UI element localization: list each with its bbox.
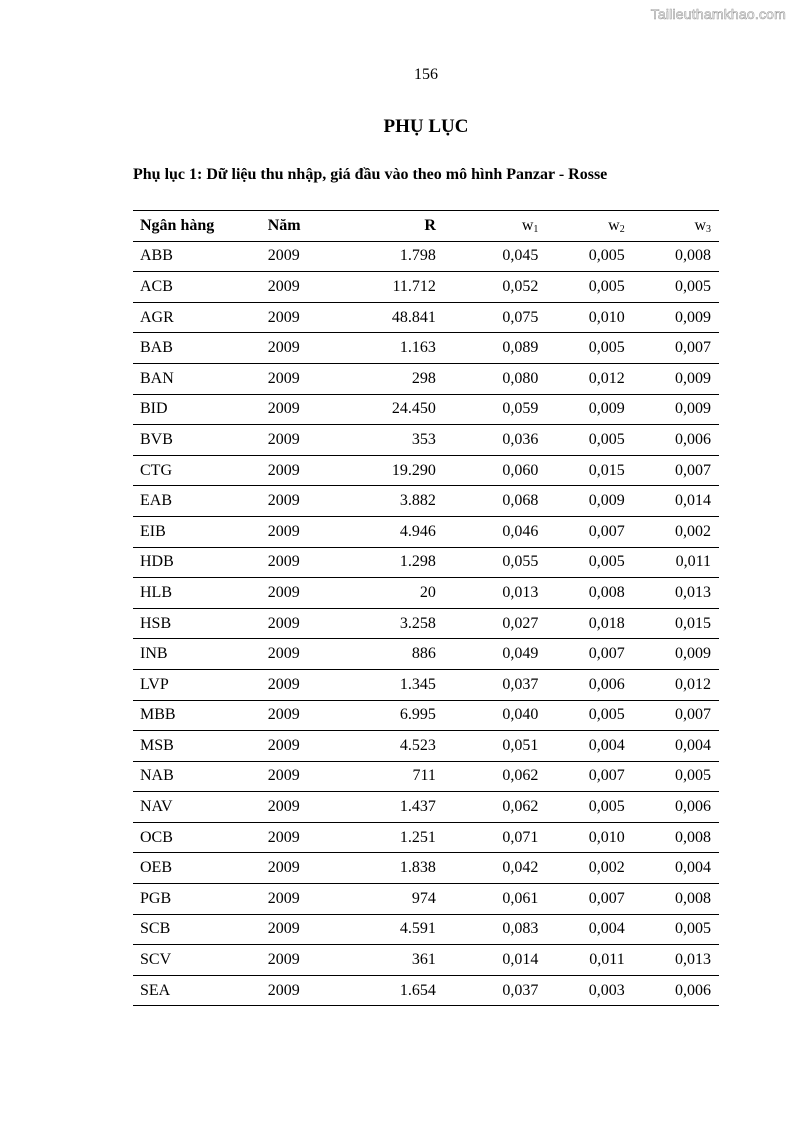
cell-w3: 0,004 xyxy=(625,731,719,762)
cell-w3: 0,006 xyxy=(625,792,719,823)
cell-w3: 0,013 xyxy=(625,578,719,609)
cell-bank: INB xyxy=(133,639,268,670)
cell-w1: 0,062 xyxy=(436,761,538,792)
table-row xyxy=(133,945,719,976)
cell-w3: 0,006 xyxy=(625,975,719,1006)
table-header-row xyxy=(133,211,719,242)
cell-w2: 0,007 xyxy=(538,639,624,670)
cell-year: 2009 xyxy=(268,516,392,547)
table-row xyxy=(133,363,719,394)
cell-w1: 0,036 xyxy=(436,425,538,456)
header-w3-letter: w xyxy=(694,216,706,234)
cell-w3: 0,009 xyxy=(625,639,719,670)
cell-w3: 0,009 xyxy=(625,394,719,425)
cell-w2: 0,005 xyxy=(538,700,624,731)
cell-year: 2009 xyxy=(268,853,392,884)
cell-year: 2009 xyxy=(268,333,392,364)
cell-r: 24.450 xyxy=(392,394,436,425)
table-row xyxy=(133,608,719,639)
cell-w1: 0,061 xyxy=(436,884,538,915)
cell-year: 2009 xyxy=(268,700,392,731)
cell-w3: 0,008 xyxy=(625,822,719,853)
cell-w2: 0,002 xyxy=(538,853,624,884)
cell-bank: LVP xyxy=(133,669,268,700)
cell-w1: 0,037 xyxy=(436,975,538,1006)
cell-year: 2009 xyxy=(268,761,392,792)
cell-w1: 0,013 xyxy=(436,578,538,609)
table-row xyxy=(133,792,719,823)
table-row xyxy=(133,547,719,578)
table-row xyxy=(133,975,719,1006)
cell-bank: BAN xyxy=(133,363,268,394)
header-w1 xyxy=(436,211,538,242)
table-row xyxy=(133,394,719,425)
cell-year: 2009 xyxy=(268,639,392,670)
cell-year: 2009 xyxy=(268,608,392,639)
cell-w2: 0,004 xyxy=(538,731,624,762)
cell-bank: MSB xyxy=(133,731,268,762)
table-row xyxy=(133,884,719,915)
cell-bank: MBB xyxy=(133,700,268,731)
cell-year: 2009 xyxy=(268,975,392,1006)
cell-w1: 0,062 xyxy=(436,792,538,823)
cell-w2: 0,005 xyxy=(538,333,624,364)
header-year: Năm xyxy=(268,211,392,242)
cell-w3: 0,007 xyxy=(625,700,719,731)
header-w2-letter: w xyxy=(608,216,620,234)
cell-w3: 0,008 xyxy=(625,884,719,915)
cell-w1: 0,068 xyxy=(436,486,538,517)
cell-w2: 0,010 xyxy=(538,302,624,333)
cell-year: 2009 xyxy=(268,486,392,517)
cell-w2: 0,005 xyxy=(538,425,624,456)
cell-w2: 0,004 xyxy=(538,914,624,945)
table-row xyxy=(133,914,719,945)
cell-bank: NAB xyxy=(133,761,268,792)
cell-w3: 0,013 xyxy=(625,945,719,976)
header-w1-letter: w xyxy=(521,216,534,234)
cell-year: 2009 xyxy=(268,822,392,853)
cell-bank: ACB xyxy=(133,272,268,303)
header-w2 xyxy=(538,211,624,242)
table-row xyxy=(133,853,719,884)
cell-r: 4.523 xyxy=(392,731,436,762)
cell-bank: EIB xyxy=(133,516,268,547)
table-row xyxy=(133,425,719,456)
cell-bank: BAB xyxy=(133,333,268,364)
cell-r: 298 xyxy=(392,363,436,394)
cell-w3: 0,008 xyxy=(625,241,719,272)
cell-w2: 0,009 xyxy=(538,394,624,425)
cell-w1: 0,052 xyxy=(436,272,538,303)
cell-r: 1.345 xyxy=(392,669,436,700)
cell-year: 2009 xyxy=(268,425,392,456)
cell-w3: 0,011 xyxy=(625,547,719,578)
cell-year: 2009 xyxy=(268,547,392,578)
cell-r: 1.798 xyxy=(392,241,436,272)
header-w2-subscript: 2 xyxy=(619,223,625,235)
table-row xyxy=(133,486,719,517)
cell-w1: 0,045 xyxy=(436,241,538,272)
cell-w2: 0,005 xyxy=(538,241,624,272)
cell-w3: 0,005 xyxy=(625,761,719,792)
cell-year: 2009 xyxy=(268,669,392,700)
header-w3-subscript: 3 xyxy=(706,223,711,235)
cell-r: 20 xyxy=(392,578,436,609)
cell-r: 1.251 xyxy=(392,822,436,853)
cell-w2: 0,007 xyxy=(538,884,624,915)
cell-w1: 0,080 xyxy=(436,363,538,394)
table-row xyxy=(133,669,719,700)
cell-w1: 0,071 xyxy=(436,822,538,853)
cell-w3: 0,005 xyxy=(625,914,719,945)
table-row xyxy=(133,822,719,853)
cell-year: 2009 xyxy=(268,914,392,945)
cell-w1: 0,049 xyxy=(436,639,538,670)
cell-bank: PGB xyxy=(133,884,268,915)
cell-w2: 0,006 xyxy=(538,669,624,700)
cell-w1: 0,037 xyxy=(436,669,538,700)
table-row xyxy=(133,700,719,731)
cell-r: 1.298 xyxy=(392,547,436,578)
cell-bank: BVB xyxy=(133,425,268,456)
cell-bank: HLB xyxy=(133,578,268,609)
header-r: R xyxy=(392,211,436,242)
cell-r: 1.838 xyxy=(392,853,436,884)
cell-w1: 0,059 xyxy=(436,394,538,425)
table-row xyxy=(133,578,719,609)
cell-bank: HSB xyxy=(133,608,268,639)
cell-r: 3.258 xyxy=(392,608,436,639)
watermark: Tailieuthamkhao.com xyxy=(650,6,786,22)
cell-r: 19.290 xyxy=(392,455,436,486)
table-row xyxy=(133,302,719,333)
header-w3 xyxy=(625,211,719,242)
cell-r: 1.163 xyxy=(392,333,436,364)
cell-w2: 0,003 xyxy=(538,975,624,1006)
cell-w3: 0,009 xyxy=(625,363,719,394)
table-row xyxy=(133,272,719,303)
header-w1-subscript: 1 xyxy=(533,223,539,235)
cell-w2: 0,011 xyxy=(538,945,624,976)
cell-bank: SCB xyxy=(133,914,268,945)
cell-w2: 0,007 xyxy=(538,516,624,547)
cell-r: 3.882 xyxy=(392,486,436,517)
data-table-container xyxy=(133,210,719,1006)
cell-w1: 0,046 xyxy=(436,516,538,547)
table-row xyxy=(133,516,719,547)
cell-w3: 0,006 xyxy=(625,425,719,456)
cell-year: 2009 xyxy=(268,363,392,394)
cell-r: 1.654 xyxy=(392,975,436,1006)
cell-bank: HDB xyxy=(133,547,268,578)
table-row xyxy=(133,455,719,486)
cell-bank: OCB xyxy=(133,822,268,853)
cell-year: 2009 xyxy=(268,578,392,609)
cell-w2: 0,005 xyxy=(538,792,624,823)
panzar-rosse-data-table xyxy=(133,210,719,1006)
cell-r: 11.712 xyxy=(392,272,436,303)
page-title: PHỤ LỤC xyxy=(383,116,469,137)
cell-bank: CTG xyxy=(133,455,268,486)
cell-r: 4.591 xyxy=(392,914,436,945)
cell-r: 361 xyxy=(392,945,436,976)
cell-bank: EAB xyxy=(133,486,268,517)
appendix-subtitle: Phụ lục 1: Dữ liệu thu nhập, giá đầu vào theo mô hình Panzar - Rosse xyxy=(133,166,608,183)
cell-w3: 0,012 xyxy=(625,669,719,700)
cell-r: 48.841 xyxy=(392,302,436,333)
cell-w2: 0,012 xyxy=(538,363,624,394)
header-bank: Ngân hàng xyxy=(133,211,268,242)
cell-w1: 0,014 xyxy=(436,945,538,976)
cell-w2: 0,018 xyxy=(538,608,624,639)
cell-w3: 0,007 xyxy=(625,455,719,486)
cell-w1: 0,089 xyxy=(436,333,538,364)
cell-w2: 0,015 xyxy=(538,455,624,486)
cell-w1: 0,040 xyxy=(436,700,538,731)
cell-bank: OEB xyxy=(133,853,268,884)
page-number: 156 xyxy=(414,66,438,83)
cell-year: 2009 xyxy=(268,241,392,272)
cell-w2: 0,005 xyxy=(538,272,624,303)
cell-bank: AGR xyxy=(133,302,268,333)
cell-bank: SCV xyxy=(133,945,268,976)
cell-r: 6.995 xyxy=(392,700,436,731)
cell-bank: BID xyxy=(133,394,268,425)
cell-r: 974 xyxy=(392,884,436,915)
cell-w2: 0,010 xyxy=(538,822,624,853)
cell-w1: 0,075 xyxy=(436,302,538,333)
cell-w3: 0,005 xyxy=(625,272,719,303)
cell-w3: 0,004 xyxy=(625,853,719,884)
cell-year: 2009 xyxy=(268,792,392,823)
cell-r: 711 xyxy=(392,761,436,792)
cell-w3: 0,002 xyxy=(625,516,719,547)
cell-r: 4.946 xyxy=(392,516,436,547)
cell-year: 2009 xyxy=(268,302,392,333)
table-row xyxy=(133,241,719,272)
cell-bank: ABB xyxy=(133,241,268,272)
cell-r: 886 xyxy=(392,639,436,670)
table-row xyxy=(133,761,719,792)
cell-w3: 0,014 xyxy=(625,486,719,517)
table-row xyxy=(133,639,719,670)
cell-w2: 0,009 xyxy=(538,486,624,517)
cell-w1: 0,042 xyxy=(436,853,538,884)
cell-r: 1.437 xyxy=(392,792,436,823)
cell-year: 2009 xyxy=(268,945,392,976)
cell-w3: 0,009 xyxy=(625,302,719,333)
cell-w2: 0,008 xyxy=(538,578,624,609)
table-row xyxy=(133,333,719,364)
cell-w1: 0,027 xyxy=(436,608,538,639)
cell-w1: 0,060 xyxy=(436,455,538,486)
cell-bank: NAV xyxy=(133,792,268,823)
cell-bank: SEA xyxy=(133,975,268,1006)
cell-year: 2009 xyxy=(268,731,392,762)
cell-year: 2009 xyxy=(268,272,392,303)
table-row xyxy=(133,731,719,762)
cell-year: 2009 xyxy=(268,394,392,425)
cell-w2: 0,005 xyxy=(538,547,624,578)
cell-w3: 0,007 xyxy=(625,333,719,364)
cell-w1: 0,051 xyxy=(436,731,538,762)
cell-w1: 0,083 xyxy=(436,914,538,945)
cell-w3: 0,015 xyxy=(625,608,719,639)
table-body xyxy=(133,241,719,1006)
cell-w2: 0,007 xyxy=(538,761,624,792)
cell-w1: 0,055 xyxy=(436,547,538,578)
cell-year: 2009 xyxy=(268,884,392,915)
cell-year: 2009 xyxy=(268,455,392,486)
cell-r: 353 xyxy=(392,425,436,456)
